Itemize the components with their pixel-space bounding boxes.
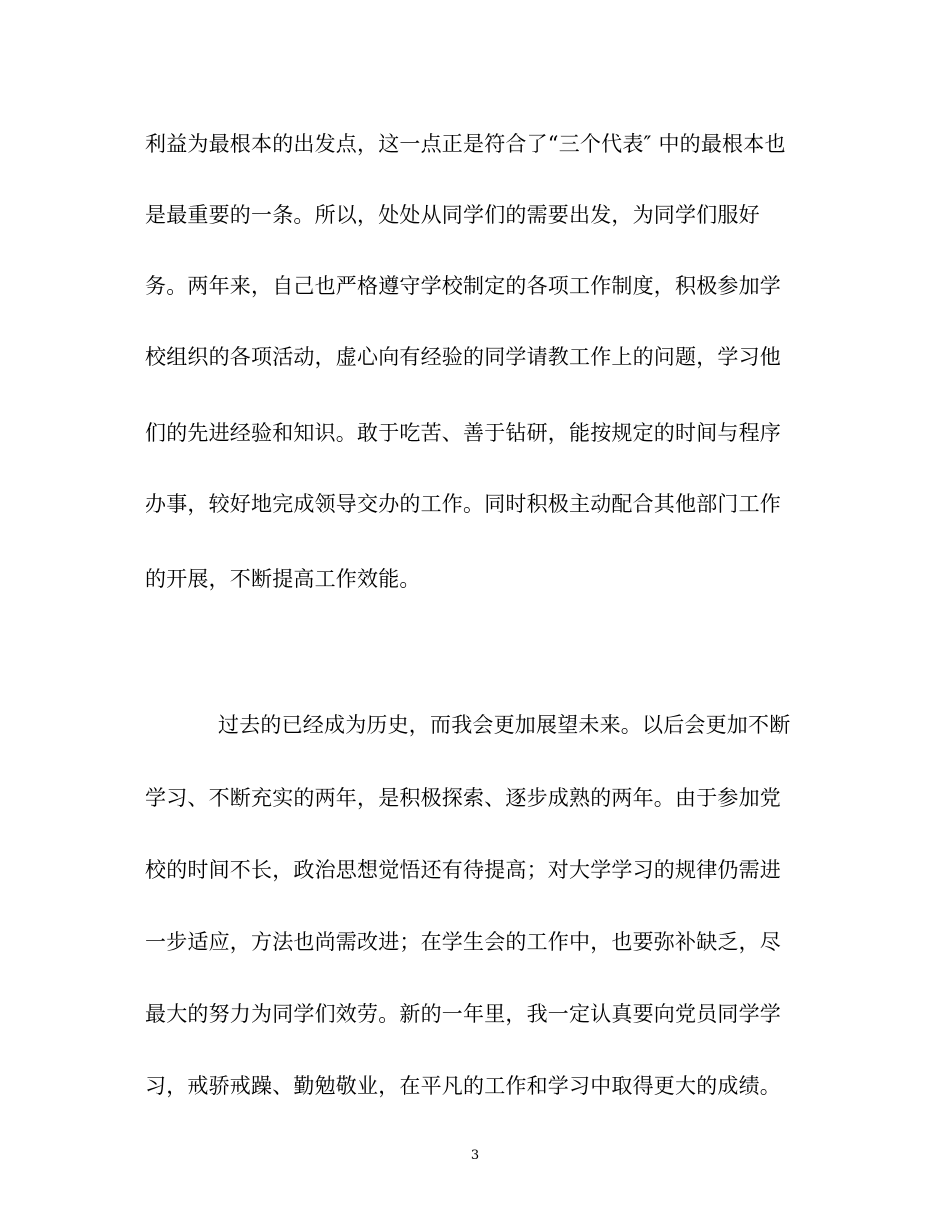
paragraph-1-line-6: 办事，较好地完成领导交办的工作。同时积极主动配合其他部门工作 [145,492,781,516]
paragraph-1-line-4: 校组织的各项活动，虚心向有经验的同学请教工作上的问题，学习他 [145,345,781,369]
paragraph-2-line-5: 最大的努力为同学们效劳。新的一年里，我一定认真要向党员同学学 [145,1002,781,1026]
paragraph-1-line-1: 利益为最根本的出发点，这一点正是符合了“三个代表″ 中的最根本也 [145,132,786,156]
paragraph-1-line-3: 务。两年来，自己也严格遵守学校制定的各项工作制度，积极参加学 [145,274,781,298]
page-number: 3 [470,1148,480,1163]
paragraph-2-line-2: 学习、不断充实的两年，是积极探索、逐步成熟的两年。由于参加党 [145,786,781,810]
paragraph-2-line-6: 习，戒骄戒躁、勤勉敬业，在平凡的工作和学习中取得更大的成绩。 [145,1074,781,1098]
paragraph-1-line-5: 们的先进经验和知识。敢于吃苦、善于钻研，能按规定的时间与程序 [145,421,781,445]
paragraph-2-line-3: 校的时间不长，政治思想觉悟还有待提高；对大学学习的规律仍需进 [145,858,781,882]
paragraph-1-line-7: 的开展，不断提高工作效能。 [145,567,421,591]
paragraph-2-line-1: 过去的已经成为历史，而我会更加展望未来。以后会更加不断 [218,713,791,737]
paragraph-1-line-2: 是最重要的一条。所以，处处从同学们的需要出发，为同学们服好 [145,203,760,227]
paragraph-2-line-4: 一步适应，方法也尚需改进；在学生会的工作中，也要弥补缺乏，尽 [145,930,781,954]
